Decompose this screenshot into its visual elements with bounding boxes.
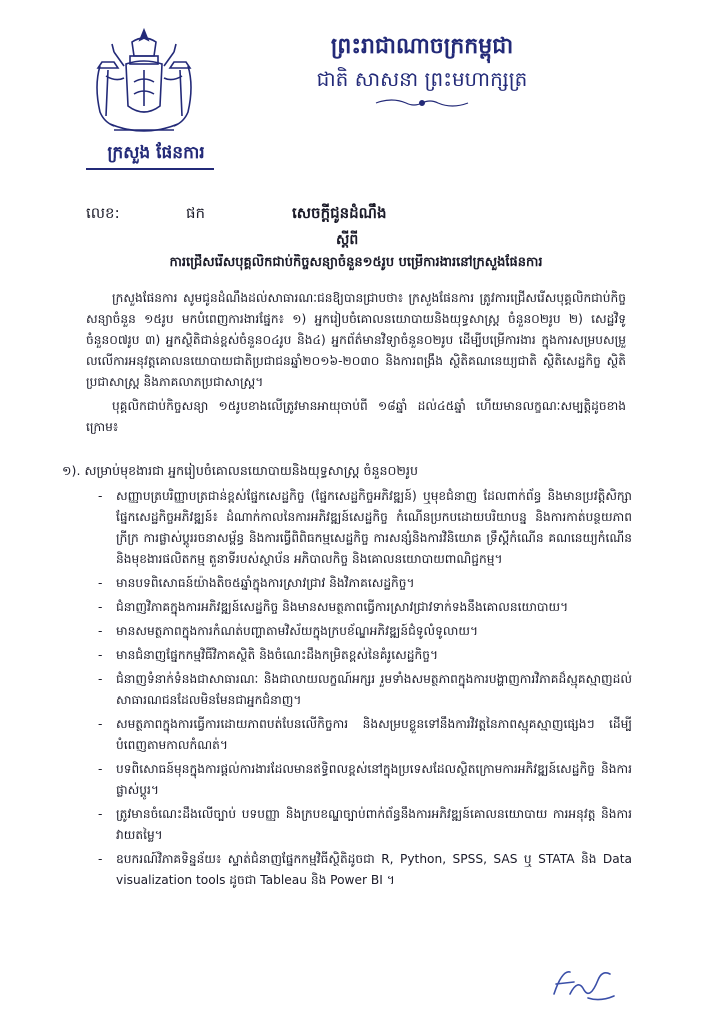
bullet: - — [98, 717, 103, 731]
list-item — [96, 573, 632, 594]
list-item — [96, 486, 632, 570]
requirement-text: ឧបករណ៍វិភាគទិន្នន័យ៖ ស្ទាត់ជំនាញផ្នែកកម្មវិធីស្ថិតិដូចជា R, Python, SPSS, SAS ឬ STATA និង Data visualization tools ដូចជា Tableau និង Power BI ។ — [116, 852, 632, 887]
intro-paragraph: ក្រសួងផែនការ សូមជូនដំណឹងដល់សាធារណៈជនឱ្យបានជ្រាបថា៖ ក្រសួងផែនការ ត្រូវការជ្រើសរើសបុគ្គលិកជាប់កិច្ចសន្យាចំនួន ១៥រូប មកបំពេញការងារផ្នែក៖ ១) អ្នករៀបចំគោលនយោបាយនិងយុទ្ធសាស្ត្រ ចំនួន០២រូប ២) សេដ្ឋវិទូចំនួន០៧រូប ៣) អ្នកស្ថិតិជាន់ខ្ពស់ចំនួន០៤រូប និង៤) អ្នកព័ត៌មានវិទ្យាចំនួន០២រូប ដើម្បីបម្រើការងារ ក្នុងការសម្របសម្រួលលើការអនុវត្តគោលនយោបាយជាតិប្រជាជនឆ្នាំ២០១៦-២០៣០ និងការពង្រឹង ស្ថិតិគណនេយ្យជាតិ ស្ថិតិសេដ្ឋកិច្ច ស្ថិតិប្រជាសាស្ត្រ និងភាគលាភប្រជាសាស្ត្រ។ — [86, 291, 626, 389]
requirement-text: បទពិសោធន៍មុនក្នុងការផ្តល់ការងារដែលមានឥទ្ធិពលខ្ពស់នៅក្នុងប្រទេសដែលស្ថិតក្រោមការអភិវឌ្ឍន៍សេដ្ឋកិច្ច និងការផ្លាស់ប្តូរ។ — [116, 762, 632, 797]
requirement-text: មានបទពិសោធន៍យ៉ាងតិច៥ឆ្នាំក្នុងការស្រាវជ្រាវ និងវិភាគសេដ្ឋកិច្ច។ — [116, 576, 415, 590]
signature-mark — [548, 960, 620, 1006]
requirements-list — [96, 486, 632, 894]
list-item — [96, 849, 632, 891]
requirement-text: មានជំនាញផ្នែកកម្មវិធីវិភាគស្ថិតិ និងចំណេះដឹងកម្រិតខ្ពស់នៃគំរូសេដ្ឋកិច្ច។ — [116, 648, 439, 662]
list-item — [96, 621, 632, 642]
ministry-underline — [86, 168, 214, 170]
list-item — [96, 759, 632, 801]
document-subtitle: ស្តីពី — [336, 232, 359, 248]
royal-emblem-icon — [84, 26, 204, 138]
list-item — [96, 804, 632, 846]
list-item — [96, 645, 632, 666]
national-motto: ជាតិ សាសនា ព្រះមហាក្សត្រ — [316, 67, 528, 91]
bullet: - — [98, 648, 103, 662]
requirement-text: ជំនាញវិភាគក្នុងការអភិវឌ្ឍន៍សេដ្ឋកិច្ច និងមានសមត្ថភាពធ្វើការស្រាវជ្រាវទាក់ទងនឹងគោលនយោបាយ។ — [116, 600, 569, 614]
requirement-text: មានសមត្ថភាពក្នុងការកំណត់បញ្ហាតាមវិស័យក្នុងក្របខ័ណ្ឌអភិវឌ្ឍន៍ជំទូលំទូលាយ។ — [116, 624, 478, 638]
list-item — [96, 714, 632, 756]
bullet: - — [98, 852, 103, 866]
eligibility-paragraph: បុគ្គលិកជាប់កិច្ចសន្យា ១៥រូបខាងលើត្រូវមានអាយុចាប់ពី ១៨ឆ្នាំ ដល់៤៥ឆ្នាំ ហើយមានលក្ខណៈសម្បត្តិដូចខាងក្រោម៖ — [86, 399, 626, 434]
document-subject: ការជ្រើសរើសបុគ្គលិកជាប់កិច្ចសន្យាចំនួន១៥រូប បម្រើការងារនៅក្រសួងផែនការ — [169, 255, 543, 270]
list-item — [96, 597, 632, 618]
bullet: - — [98, 807, 103, 821]
bullet: - — [98, 576, 103, 590]
list-item — [96, 669, 632, 711]
reference-code: ផក — [186, 204, 206, 222]
bullet: - — [98, 489, 103, 503]
bullet: - — [98, 600, 103, 614]
requirement-text: សមត្ថភាពក្នុងការធ្វើការដោយភាពបត់បែនលើកិច្ចការ និងសម្របខ្លួនទៅនឹងការវិវត្តនៃភាពស្មុគស្មាញផ្សេងៗ ដើម្បីបំពេញតាមកាលកំណត់។ — [116, 717, 632, 752]
requirement-text: សញ្ញាបត្របរិញ្ញាបត្រជាន់ខ្ពស់ផ្នែកសេដ្ឋកិច្ច (ផ្នែកសេដ្ឋកិច្ចអភិវឌ្ឍន៍) ឬមុខជំនាញ ដែលពាក់ព័ន្ធ និងមានប្រវត្តិសិក្សាផ្នែកសេដ្ឋកិច្ចអភិវឌ្ឍន៍៖ ដំណាក់កាលនៃការអភិវឌ្ឍន៍សេដ្ឋកិច្ច កំណើនប្រកបដោយបរិយាបន្ន និងការកាត់បន្ថយភាពក្រីក្រ ការផ្លាស់ប្តូររចនាសម្ព័ន្ធ និងការធ្វើពិពិធកម្មសេដ្ឋកិច្ច ការសន្សំនិងការវិនិយោគ ទ្រឹស្តីកំណើន គណនេយ្យកំណើន និងមុខងារផលិតកម្ម តួនាទីរបស់ស្ថាប័ន អភិបាលកិច្ច និងគោលនយោបាយពាណិជ្ជកម្ម។ — [116, 489, 632, 566]
section-heading: ១). សម្រាប់មុខងារជា អ្នករៀបចំគោលនយោបាយនិងយុទ្ធសាស្ត្រ ចំនួន០២រូប — [62, 463, 418, 478]
requirement-text: ជំនាញទំនាក់ទំនងជាសាធារណៈ និងជាលាយលក្ខណ៍អក្សរ រួមទាំងសមត្ថភាពក្នុងការបង្ហាញការវិភាគដ៏ស្មុគស្មាញដល់សាធារណជនដែលមិនមែនជាអ្នកជំនាញ។ — [116, 672, 632, 707]
bullet: - — [98, 672, 103, 686]
kingdom-title: ព្រះរាជាណាចក្រកម្ពុជា — [330, 34, 514, 59]
bullet: - — [98, 624, 103, 638]
requirement-text: ត្រូវមានចំណេះដឹងលើច្បាប់ បទបញ្ញា និងក្របខណ្ឌច្បាប់ពាក់ព័ន្ធនឹងការអភិវឌ្ឍន៍គោលនយោបាយ ការអនុវត្ត និងការវាយតម្លៃ។ — [116, 807, 632, 842]
reference-number-label: លេខ: — [86, 204, 120, 222]
bullet: - — [98, 762, 103, 776]
ministry-name: ក្រសួង ផែនការ — [107, 143, 205, 163]
document-title: សេចក្តីជូនដំណឹង — [292, 204, 387, 222]
ornament-divider-icon — [372, 96, 472, 110]
